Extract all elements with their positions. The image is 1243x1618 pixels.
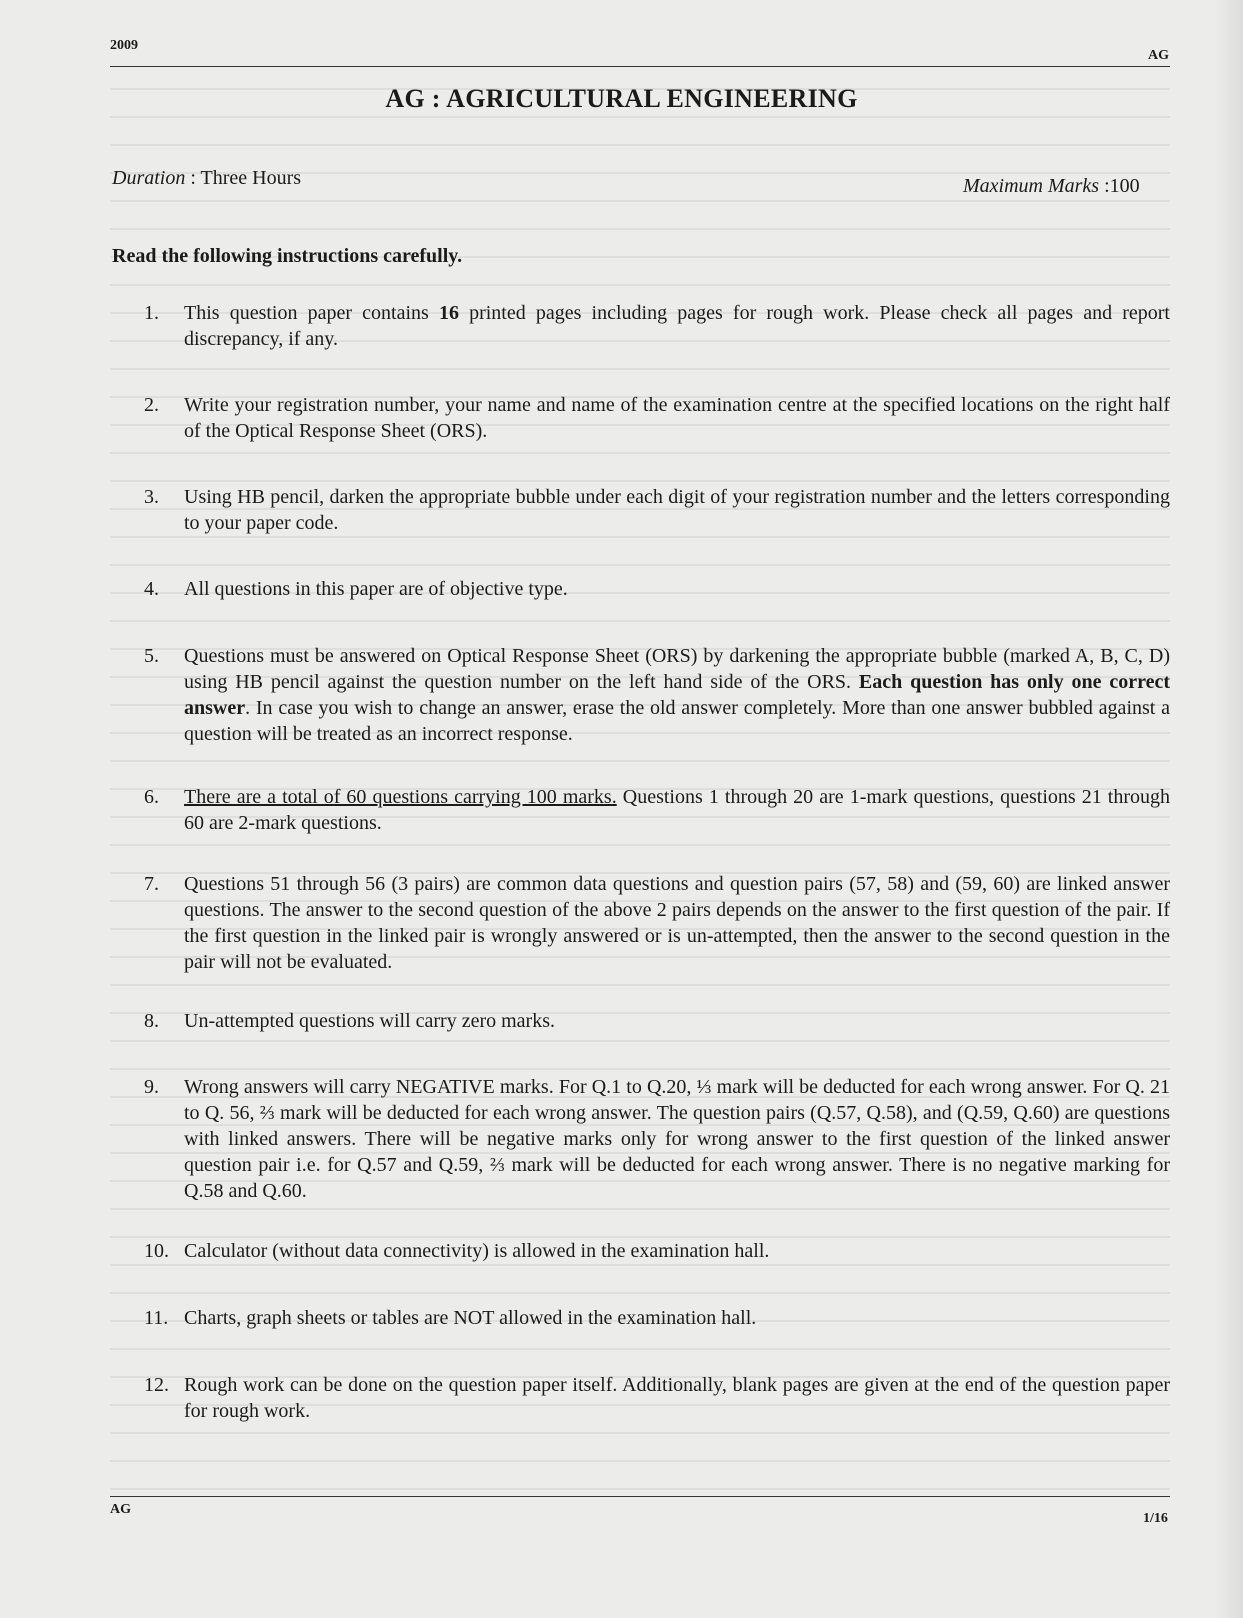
header-paper-code: AG xyxy=(1148,48,1169,63)
instruction-number: 10. xyxy=(144,1240,169,1262)
instruction-item xyxy=(144,1238,1170,1264)
header-divider xyxy=(110,66,1170,67)
page-title: AG : AGRICULTURAL ENGINEERING xyxy=(385,84,858,113)
instruction-item xyxy=(144,643,1170,747)
instruction-text: Questions 51 through 56 (3 pairs) are common data questions and question pairs (57, 58) and (59, 60) are linked answer questions. The answer to the second question of the above 2 pairs depends on the answer to the first question of the pair. If the first question in the linked pair is wrongly answered or is un-attempted, then the answer to the second question in the pair will not be evaluated. xyxy=(184,873,1170,973)
instruction-item xyxy=(144,1305,1170,1331)
instruction-number: 8. xyxy=(144,1010,159,1032)
instruction-text: Calculator (without data connectivity) is allowed in the examination hall. xyxy=(184,1240,770,1262)
instruction-number: 12. xyxy=(144,1374,169,1396)
show-through-texture xyxy=(110,70,1170,1490)
page-number: 1/16 xyxy=(1143,1511,1168,1526)
instruction-item xyxy=(144,784,1170,836)
instruction-text: Un-attempted questions will carry zero marks. xyxy=(184,1010,555,1032)
duration-label: Duration xyxy=(112,167,186,189)
instruction-number: 1. xyxy=(144,302,159,324)
instruction-item xyxy=(144,484,1170,536)
instruction-text: Wrong answers will carry NEGATIVE marks. For Q.1 to Q.20, ⅓ mark will be deducted for each wrong answer. For Q. 21 to Q. 56, ⅔ mark will be deducted for each wrong answer. The question pairs (Q.57, Q.58), and (Q.59, Q.60) are questions with linked answers. There will be negative marks only for wrong answer to the first question of the linked answer question pair i.e. for Q.57 and Q.59, ⅔ mark will be deducted for each wrong answer. There is no negative marking for Q.58 and Q.60. xyxy=(184,1076,1170,1202)
maximum-marks-label: Maximum Marks xyxy=(963,175,1100,197)
instruction-text: All questions in this paper are of objective type. xyxy=(184,578,568,600)
instruction-item xyxy=(144,1008,1170,1034)
instruction-number: 11. xyxy=(144,1307,169,1329)
instruction-number: 5. xyxy=(144,645,159,667)
maximum-marks-value: :100 xyxy=(1099,175,1140,197)
instruction-text: Charts, graph sheets or tables are NOT allowed in the examination hall. xyxy=(184,1307,757,1329)
maximum-marks xyxy=(963,175,1140,198)
instruction-item xyxy=(144,576,1170,602)
instruction-item xyxy=(144,300,1170,352)
header-year: 2009 xyxy=(110,38,138,53)
instruction-text: There are a total of 60 questions carrying 100 marks. Questions 1 through 20 are 1-mark questions, questions 21 through 60 are 2-mark questions. xyxy=(184,786,1171,834)
instruction-number: 2. xyxy=(144,394,159,416)
instruction-text: Write your registration number, your name and name of the examination centre at the specified locations on the right half of the Optical Response Sheet (ORS). xyxy=(184,394,1170,442)
instruction-number: 6. xyxy=(144,786,159,808)
instruction-item xyxy=(144,1372,1170,1424)
instruction-text: Questions must be answered on Optical Response Sheet (ORS) by darkening the appropriate bubble (marked A, B, C, D) using HB pencil against the question number on the left hand side of the ORS. Each question has only one correct answer. In case you wish to change an answer, erase the old answer completely. More than one answer bubbled against a question will be treated as an incorrect response. xyxy=(184,645,1171,745)
instruction-item xyxy=(144,1074,1170,1204)
instruction-number: 3. xyxy=(144,486,159,508)
instructions-heading: Read the following instructions carefully. xyxy=(112,245,463,267)
instruction-text: Rough work can be done on the question paper itself. Additionally, blank pages are given at the end of the question paper for rough work. xyxy=(184,1374,1170,1422)
instruction-item xyxy=(144,871,1170,975)
duration-value: : Three Hours xyxy=(185,167,302,189)
instruction-number: 7. xyxy=(144,873,159,895)
instruction-text: This question paper contains 16 printed pages including pages for rough work. Please check all pages and report discrepancy, if any. xyxy=(184,302,1170,350)
footer-divider xyxy=(110,1496,1170,1497)
instruction-item xyxy=(144,392,1170,444)
instruction-number: 9. xyxy=(144,1076,159,1098)
duration xyxy=(112,167,301,190)
page-edge-shadow xyxy=(1215,0,1243,1618)
instruction-number: 4. xyxy=(144,578,159,600)
footer-paper-code: AG xyxy=(110,1502,131,1517)
instruction-text: Using HB pencil, darken the appropriate bubble under each digit of your registration number and the letters corresponding to your paper code. xyxy=(184,486,1170,534)
